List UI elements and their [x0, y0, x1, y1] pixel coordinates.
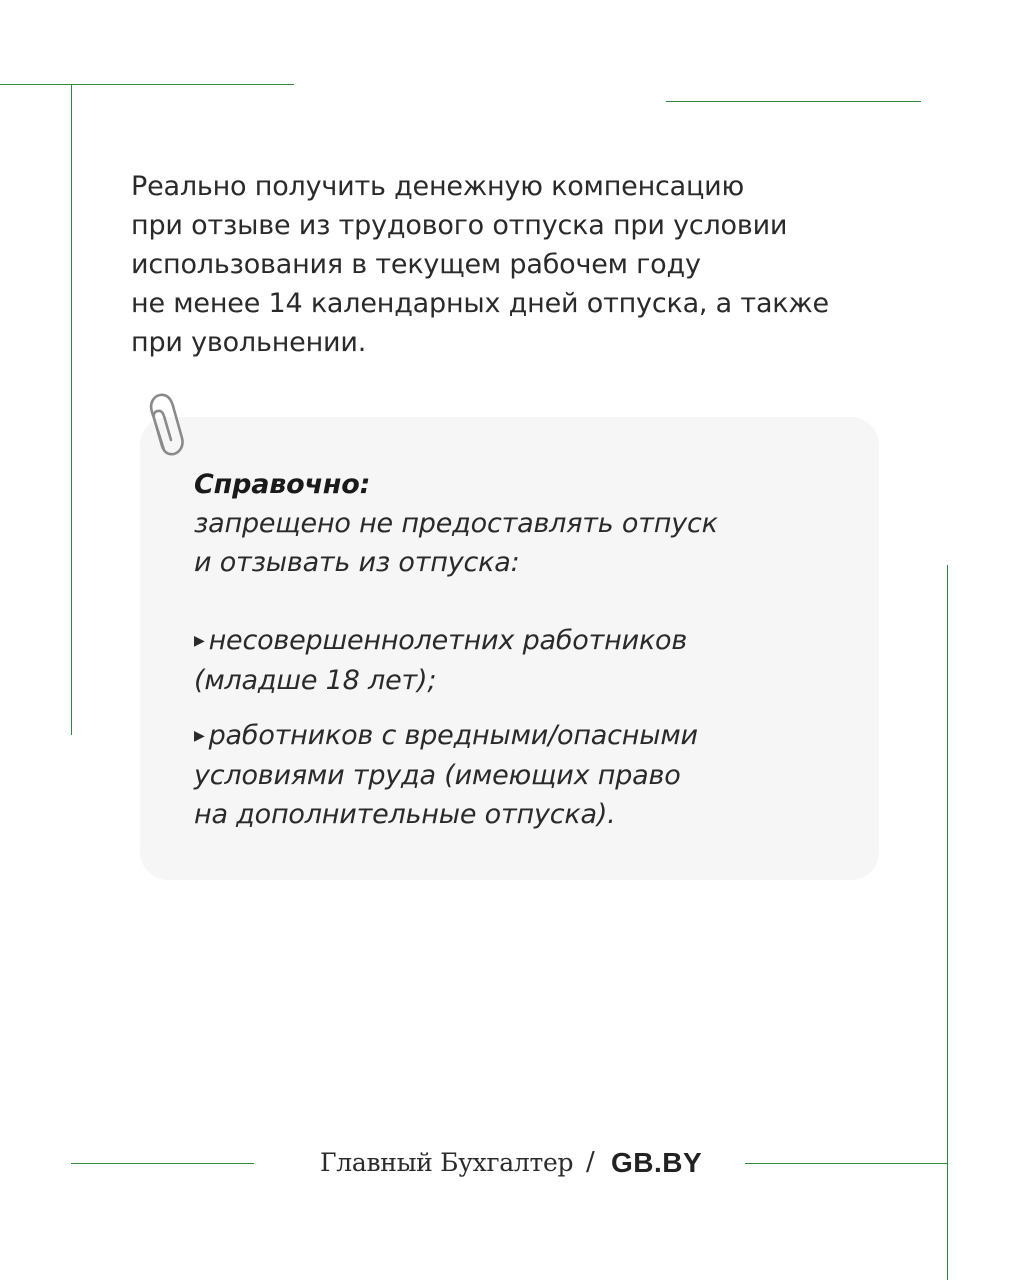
frame-line-top-right	[666, 101, 921, 102]
frame-line-left	[71, 84, 72, 735]
bullet-item	[194, 716, 854, 834]
bullet-line: (младше 18 лет);	[194, 665, 437, 696]
frame-line-top-left	[0, 84, 294, 85]
note-title: Справочно:	[194, 469, 371, 500]
footer-site-logo: GB.BY	[611, 1147, 703, 1178]
bullet-line: условиями труда (имеющих право	[194, 760, 681, 791]
note-content	[194, 465, 854, 850]
bullet-line	[194, 716, 854, 756]
intro-line: не менее 14 календарных дней отпуска, а также	[131, 288, 829, 319]
triangle-bullet-icon: ▶	[194, 728, 205, 744]
intro-line: при увольнении.	[131, 327, 367, 358]
paperclip-icon	[140, 392, 184, 466]
note-intro	[194, 504, 854, 582]
footer-separator: /	[586, 1147, 595, 1177]
intro-paragraph	[131, 167, 891, 362]
bullet-line	[194, 621, 854, 661]
intro-line: Реально получить денежную компенсацию	[131, 171, 745, 202]
footer	[0, 1146, 1024, 1186]
bullet-text: работников с вредными/опасными	[208, 720, 698, 751]
intro-line: при отзыве из трудового отпуска при условии	[131, 210, 788, 241]
intro-line: использования в текущем рабочем году	[131, 249, 701, 280]
note-intro-line: и отзывать из отпуска:	[194, 547, 520, 578]
bullet-text: несовершеннолетних работников	[208, 625, 688, 656]
bullet-line: на дополнительные отпуска).	[194, 799, 616, 830]
footer-brand: Главный Бухгалтер	[320, 1148, 574, 1177]
triangle-bullet-icon: ▶	[194, 633, 205, 649]
note-intro-line: запрещено не предоставлять отпуск	[194, 508, 718, 539]
bullet-item	[194, 621, 854, 700]
